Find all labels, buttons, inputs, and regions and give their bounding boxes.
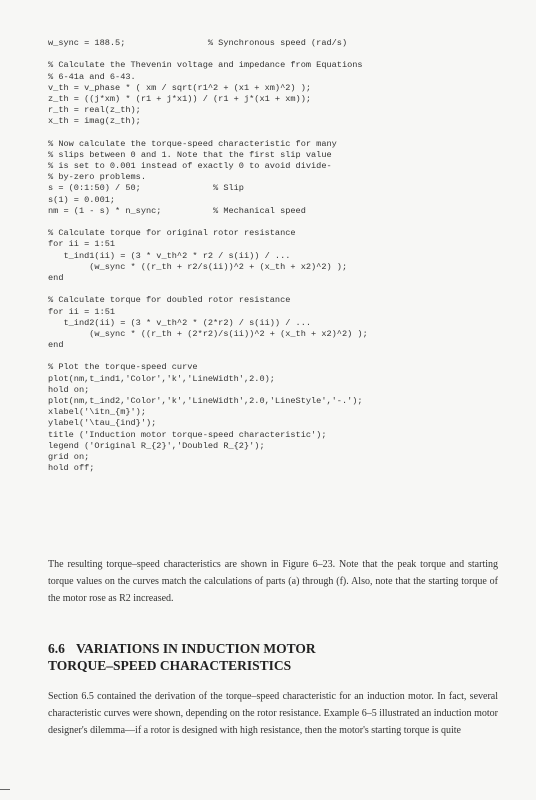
code-line (48, 217, 518, 228)
code-line: ylabel('\tau_{ind}'); (48, 418, 157, 429)
body-paragraph-results: The resulting torque–speed characteristics are shown in Figure 6–23. Note that the peak torque and starting torque values on the curves match the calculations of parts (a) through (f). Also, note that the starting torque of the motor rose as R2 increased. (48, 559, 498, 604)
section-number: 6.6 (48, 641, 65, 656)
code-line: % Calculate torque for original rotor resistance (48, 228, 296, 239)
code-line: % Calculate the Thevenin voltage and impedance from Equations (48, 60, 363, 71)
code-line: title ('Induction motor torque-speed characteristic'); (48, 429, 327, 440)
code-line: end (48, 272, 64, 283)
page-edge-mark (0, 789, 10, 790)
code-line: legend ('Original R_{2}','Doubled R_{2}'); (48, 440, 265, 451)
code-line: plot(nm,t_ind1,'Color','k','LineWidth',2.0); (48, 373, 275, 384)
code-line: z_th = ((j*xm) * (r1 + j*x1)) / (r1 + j*(x1 + xm)); (48, 93, 312, 104)
code-line (48, 351, 518, 362)
code-line (48, 284, 518, 295)
code-line: for ii = 1:51 (48, 306, 116, 317)
code-line: plot(nm,t_ind2,'Color','k','LineWidth',2.0,'LineStyle','-.'); (48, 396, 363, 406)
code-line: % 6-41a and 6-43. (48, 71, 136, 82)
code-line: end (48, 340, 64, 351)
code-line: (w_sync * ((r_th + r2/s(ii))^2 + (x_th + x2)^2) ); (48, 261, 348, 272)
code-line: nm = (1 - s) * n_sync; % Mechanical speed (48, 205, 306, 216)
code-line: x_th = imag(z_th); (48, 116, 141, 127)
code-line: % slips between 0 and 1. Note that the first slip value (48, 149, 332, 160)
code-line: s = (0:1:50) / 50; % Slip (48, 183, 244, 194)
code-line: t_ind2(ii) = (3 * v_th^2 * (2*r2) / s(ii)) / ... (48, 317, 312, 328)
code-line: hold off; (48, 463, 95, 474)
code-line: hold on; (48, 384, 90, 395)
code-line: grid on; (48, 451, 90, 462)
section-title-line-1: VARIATIONS IN INDUCTION MOTOR (76, 641, 316, 656)
code-line: r_th = real(z_th); (48, 105, 141, 116)
body-paragraph-section-intro: Section 6.5 contained the derivation of the torque–speed characteristic for an induction motor. In fact, several characteristic curves were shown, depending on the rotor resistance. Example 6–5 illustrated an induction motor designer's dilemma—if a rotor is designed with high resistance, then the motor's starting torque is quite (48, 691, 498, 736)
section-heading (48, 640, 498, 674)
code-line: % by-zero problems. (48, 172, 146, 183)
code-line: t_ind1(ii) = (3 * v_th^2 * r2 / s(ii)) / ... (48, 250, 291, 261)
code-line: s(1) = 0.001; (48, 194, 116, 205)
code-line: v_th = v_phase * ( xm / sqrt(r1^2 + (x1 + xm)^2) ); (48, 82, 312, 93)
code-line: (w_sync * ((r_th + (2*r2)/s(ii))^2 + (x_th + x2)^2) ); (48, 328, 368, 339)
code-line: w_sync = 188.5; % Synchronous speed (rad/s) (48, 38, 348, 48)
code-line: % Calculate torque for doubled rotor resistance (48, 295, 291, 306)
matlab-code-listing (48, 38, 518, 474)
code-line: % is set to 0.001 instead of exactly 0 to avoid divide- (48, 161, 332, 172)
section-title-line-2: TORQUE–SPEED CHARACTERISTICS (48, 658, 292, 673)
code-line: % Plot the torque-speed curve (48, 362, 198, 373)
code-line: for ii = 1:51 (48, 239, 116, 250)
code-line: xlabel('\itn_{m}'); (48, 407, 146, 418)
code-line (48, 128, 518, 139)
code-line: % Now calculate the torque-speed characteristic for many (48, 138, 337, 149)
code-line (48, 49, 518, 60)
